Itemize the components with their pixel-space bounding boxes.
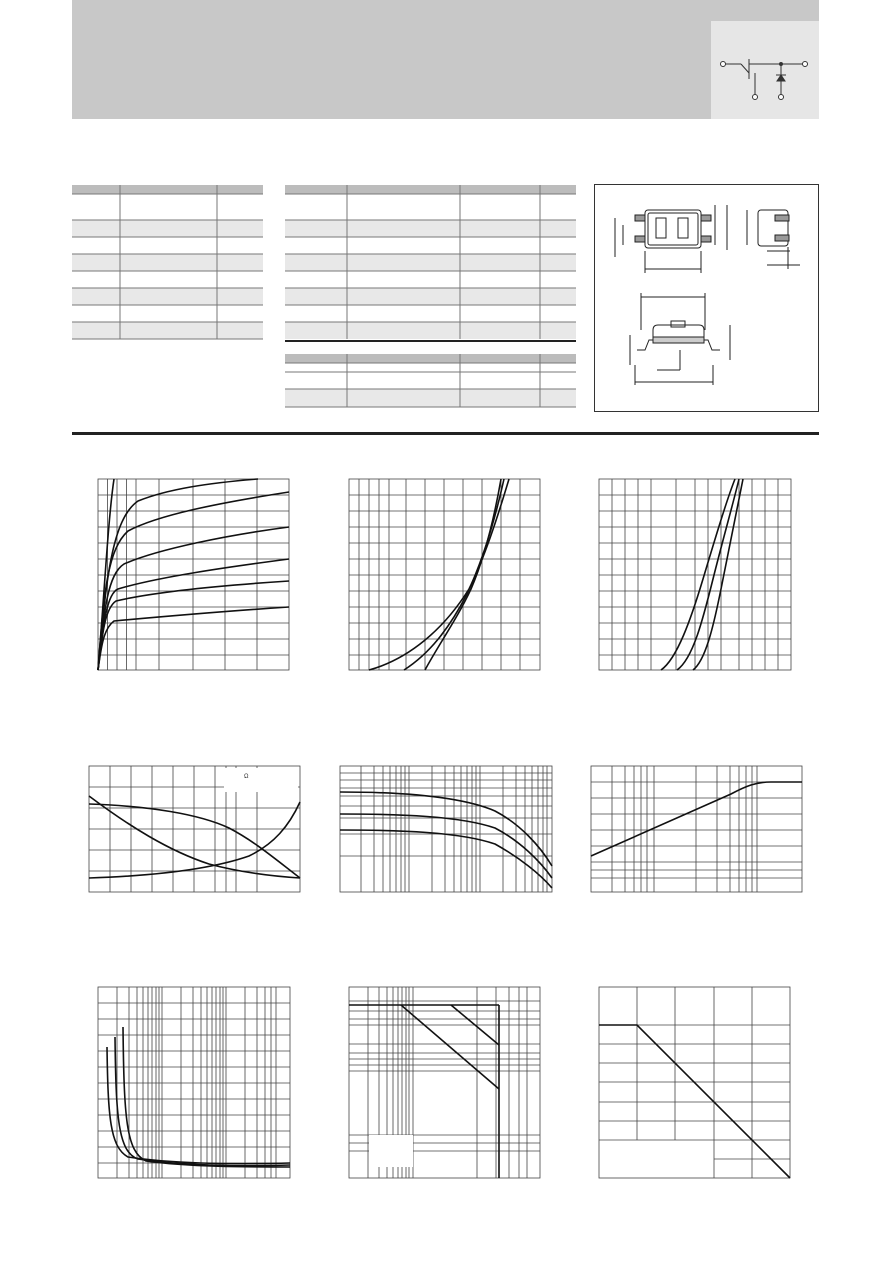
package-outline-drawing-icon [595, 185, 820, 413]
graph-8 [349, 987, 540, 1178]
section-divider [72, 432, 819, 435]
graph-1 [98, 479, 289, 670]
graph-7 [98, 987, 290, 1178]
graph-3 [599, 479, 791, 670]
graph-9 [599, 987, 790, 1178]
header-band [72, 0, 819, 119]
graph-2 [349, 479, 540, 670]
graph-5 [340, 766, 552, 892]
transistor-diode-schematic-icon [711, 21, 819, 119]
graph-4-annotation: Ω [244, 774, 249, 780]
left-spec-table [72, 185, 263, 341]
package-outline-box [594, 184, 819, 412]
right-spec-table [285, 185, 576, 409]
graph-4 [89, 766, 300, 892]
symbol-box [711, 21, 819, 119]
graph-6 [591, 766, 802, 892]
